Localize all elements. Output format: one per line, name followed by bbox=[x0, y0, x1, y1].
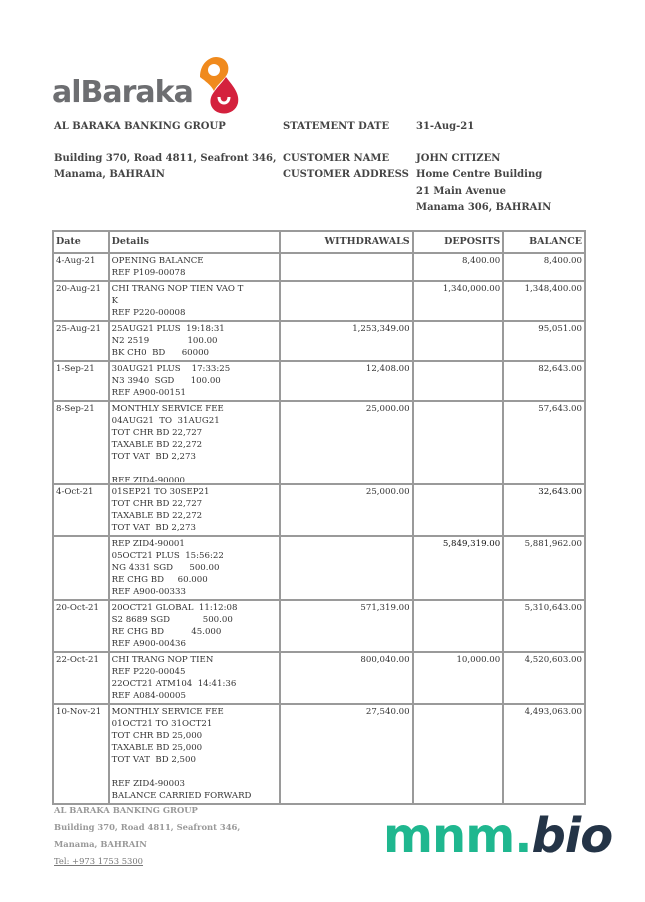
balance-amount: 57,643.00 bbox=[538, 404, 582, 414]
detail-line: REF P220-00045 bbox=[111, 667, 186, 677]
row-date: 10-Nov-21 bbox=[53, 704, 109, 804]
detail-line: CHI TRANG NOP TIEN bbox=[111, 655, 214, 665]
header-date: Date bbox=[53, 231, 109, 253]
row-balance bbox=[503, 704, 585, 804]
row-date: 25-Aug-21 bbox=[53, 321, 109, 361]
detail-line: TOT CHR BD 22,727 bbox=[111, 428, 203, 438]
detail-line: 05OCT21 PLUS 15:56:22 bbox=[111, 551, 224, 561]
withdrawal-amount: 25,000.00 bbox=[365, 487, 410, 497]
row-balance bbox=[503, 536, 585, 600]
logo-wordmark: alBaraka bbox=[52, 75, 193, 110]
row-date: 8-Sep-21 bbox=[53, 401, 109, 484]
row-withdrawal bbox=[280, 401, 412, 484]
detail-line: RE CHG BD 60.000 bbox=[111, 575, 208, 585]
bank-address-line1: Building 370, Road 4811, Seafront 346, bbox=[54, 153, 277, 164]
statement-date-value: 31-Aug-21 bbox=[416, 121, 475, 132]
customer-address-line1: Home Centre Building bbox=[416, 169, 543, 180]
detail-line: NG 4331 SGD 500.00 bbox=[111, 563, 220, 573]
row-withdrawal bbox=[280, 253, 412, 281]
table-header-row bbox=[53, 231, 585, 253]
row-date bbox=[53, 536, 109, 600]
row-date: 20-Oct-21 bbox=[53, 600, 109, 652]
detail-line: TAXABLE BD 22,272 bbox=[111, 440, 203, 450]
detail-line: REF ZID4-90000 bbox=[111, 476, 186, 482]
row-details bbox=[109, 704, 281, 804]
customer-name-label: CUSTOMER NAME bbox=[283, 153, 390, 164]
deposit-amount: 5,849,319.00 bbox=[442, 539, 501, 549]
row-details bbox=[109, 321, 281, 361]
logo-drop-icon bbox=[192, 55, 242, 115]
bank-name: AL BARAKA BANKING GROUP bbox=[54, 121, 226, 132]
row-deposit bbox=[413, 401, 504, 484]
detail-line: REF P220-00008 bbox=[111, 308, 186, 318]
detail-line: REF ZID4-90003 bbox=[111, 779, 186, 789]
detail-line: REF A900-00333 bbox=[111, 587, 186, 597]
withdrawal-amount: 800,040.00 bbox=[360, 655, 410, 665]
detail-line: N2 2519 100.00 bbox=[111, 336, 218, 346]
detail-line: 25AUG21 PLUS 19:18:31 bbox=[111, 324, 225, 334]
detail-line: BK CH0 BD 60000 bbox=[111, 348, 210, 358]
detail-line: CHI TRANG NOP TIEN VAO T bbox=[111, 284, 244, 294]
statement-date-label: STATEMENT DATE bbox=[283, 121, 390, 132]
withdrawal-amount: 12,408.00 bbox=[365, 364, 410, 374]
row-withdrawal bbox=[280, 281, 412, 321]
detail-line: K bbox=[111, 296, 119, 306]
row-deposit bbox=[413, 704, 504, 804]
detail-line: REF P109-00078 bbox=[111, 268, 186, 278]
detail-line: TOT VAT BD 2,273 bbox=[111, 523, 196, 533]
row-balance bbox=[503, 484, 585, 536]
row-balance bbox=[503, 281, 585, 321]
table-row bbox=[53, 401, 585, 484]
row-details bbox=[109, 536, 281, 600]
watermark-part1: mnm. bbox=[383, 808, 532, 864]
footer-address-line1: Building 370, Road 4811, Seafront 346, bbox=[54, 822, 241, 832]
header-deposits: DEPOSITS bbox=[413, 231, 504, 253]
detail-line bbox=[112, 766, 278, 778]
customer-address-line2: 21 Main Avenue bbox=[416, 186, 506, 197]
deposit-amount: 8,400.00 bbox=[461, 256, 501, 266]
header-withdrawals: WITHDRAWALS bbox=[280, 231, 412, 253]
row-balance bbox=[503, 600, 585, 652]
detail-line: REP ZID4-90001 bbox=[111, 539, 185, 549]
row-balance bbox=[503, 361, 585, 401]
row-date: 20-Aug-21 bbox=[53, 281, 109, 321]
row-balance bbox=[503, 401, 585, 484]
albaraka-logo bbox=[52, 55, 242, 115]
row-deposit bbox=[413, 600, 504, 652]
row-deposit bbox=[413, 281, 504, 321]
header-balance: BALANCE bbox=[503, 231, 585, 253]
withdrawal-amount: 571,319.00 bbox=[360, 603, 410, 613]
balance-amount: 5,310,643.00 bbox=[524, 603, 582, 613]
balance-amount: 1,348,400.00 bbox=[524, 284, 582, 294]
row-details bbox=[109, 600, 281, 652]
detail-line: S2 8689 SGD 500.00 bbox=[111, 615, 233, 625]
row-deposit bbox=[413, 484, 504, 536]
withdrawal-amount: 1,253,349.00 bbox=[352, 324, 410, 334]
row-details bbox=[109, 401, 281, 484]
row-date: 1-Sep-21 bbox=[53, 361, 109, 401]
detail-line: TOT VAT BD 2,273 bbox=[111, 452, 196, 462]
deposit-amount: 10,000.00 bbox=[456, 655, 501, 665]
detail-line: BALANCE CARRIED FORWARD bbox=[111, 791, 252, 801]
balance-amount: 4,493,063.00 bbox=[524, 707, 582, 717]
customer-address-line3: Manama 306, BAHRAIN bbox=[416, 202, 552, 213]
row-withdrawal bbox=[280, 321, 412, 361]
balance-amount: 8,400.00 bbox=[543, 256, 582, 266]
row-withdrawal bbox=[280, 484, 412, 536]
row-deposit bbox=[413, 321, 504, 361]
row-withdrawal bbox=[280, 704, 412, 804]
footer-bank-name: AL BARAKA BANKING GROUP bbox=[54, 805, 198, 815]
row-details bbox=[109, 652, 281, 704]
row-details bbox=[109, 361, 281, 401]
transactions-table bbox=[52, 230, 586, 805]
withdrawal-amount: 27,540.00 bbox=[365, 707, 410, 717]
row-details bbox=[109, 484, 281, 536]
balance-amount: 82,643.00 bbox=[538, 364, 582, 374]
bank-address-line2: Manama, BAHRAIN bbox=[54, 169, 165, 180]
balance-amount: 95,051.00 bbox=[538, 324, 582, 334]
balance-amount: 32,643.00 bbox=[538, 487, 582, 497]
detail-line: 20OCT21 GLOBAL 11:12:08 bbox=[111, 603, 238, 613]
table-row bbox=[53, 652, 585, 704]
customer-name-value: JOHN CITIZEN bbox=[416, 153, 501, 164]
detail-line: TAXABLE BD 25,000 bbox=[111, 743, 203, 753]
header-details: Details bbox=[109, 231, 281, 253]
row-date: 22-Oct-21 bbox=[53, 652, 109, 704]
row-balance bbox=[503, 652, 585, 704]
watermark-logo bbox=[383, 808, 612, 864]
detail-line: MONTHLY SERVICE FEE bbox=[111, 707, 224, 717]
table-row bbox=[53, 281, 585, 321]
detail-line: TOT CHR BD 25,000 bbox=[111, 731, 203, 741]
detail-line: 30AUG21 PLUS 17:33:25 bbox=[111, 364, 231, 374]
row-balance bbox=[503, 321, 585, 361]
row-withdrawal bbox=[280, 652, 412, 704]
row-deposit bbox=[413, 536, 504, 600]
row-details bbox=[109, 281, 281, 321]
customer-address-label: CUSTOMER ADDRESS bbox=[283, 169, 409, 180]
row-details bbox=[109, 253, 281, 281]
detail-line: 01SEP21 TO 30SEP21 bbox=[111, 487, 210, 497]
detail-line: 01OCT21 TO 31OCT21 bbox=[111, 719, 213, 729]
withdrawal-amount: 25,000.00 bbox=[365, 404, 410, 414]
table-row bbox=[53, 321, 585, 361]
detail-line: TAXABLE BD 22,272 bbox=[111, 511, 203, 521]
table-row bbox=[53, 704, 585, 804]
detail-line: TOT VAT BD 2,500 bbox=[111, 755, 196, 765]
row-withdrawal bbox=[280, 536, 412, 600]
balance-amount: 5,881,962.00 bbox=[524, 539, 582, 549]
footer-tel-link[interactable]: Tel: +973 1753 5300 bbox=[54, 856, 144, 866]
transactions-body bbox=[53, 253, 585, 804]
detail-line bbox=[112, 463, 278, 475]
row-date: 4-Oct-21 bbox=[53, 484, 109, 536]
detail-line: 22OCT21 ATM104 14:41:36 bbox=[111, 679, 237, 689]
detail-line: 04AUG21 TO 31AUG21 bbox=[111, 416, 220, 426]
table-row bbox=[53, 600, 585, 652]
row-balance bbox=[503, 253, 585, 281]
row-withdrawal bbox=[280, 361, 412, 401]
detail-line: N3 3940 SGD 100.00 bbox=[111, 376, 221, 386]
table-row bbox=[53, 484, 585, 536]
row-withdrawal bbox=[280, 600, 412, 652]
row-date: 4-Aug-21 bbox=[53, 253, 109, 281]
deposit-amount: 1,340,000.00 bbox=[442, 284, 501, 294]
table-row bbox=[53, 536, 585, 600]
detail-line: MONTHLY SERVICE FEE bbox=[111, 404, 224, 414]
table-row bbox=[53, 253, 585, 281]
detail-line: TOT CHR BD 22,727 bbox=[111, 499, 203, 509]
row-deposit bbox=[413, 253, 504, 281]
footer bbox=[54, 802, 240, 870]
row-deposit bbox=[413, 361, 504, 401]
table-row bbox=[53, 361, 585, 401]
footer-address-line2: Manama, BAHRAIN bbox=[54, 839, 147, 849]
detail-line: OPENING BALANCE bbox=[111, 256, 204, 266]
row-deposit bbox=[413, 652, 504, 704]
detail-line: REF A084-00005 bbox=[111, 691, 186, 701]
detail-line: REF A900-00436 bbox=[111, 639, 186, 649]
watermark-part2: bio bbox=[531, 808, 613, 864]
detail-line: REF A900-00151 bbox=[111, 388, 186, 398]
detail-line: RE CHG BD 45.000 bbox=[111, 627, 222, 637]
balance-amount: 4,520,603.00 bbox=[524, 655, 582, 665]
